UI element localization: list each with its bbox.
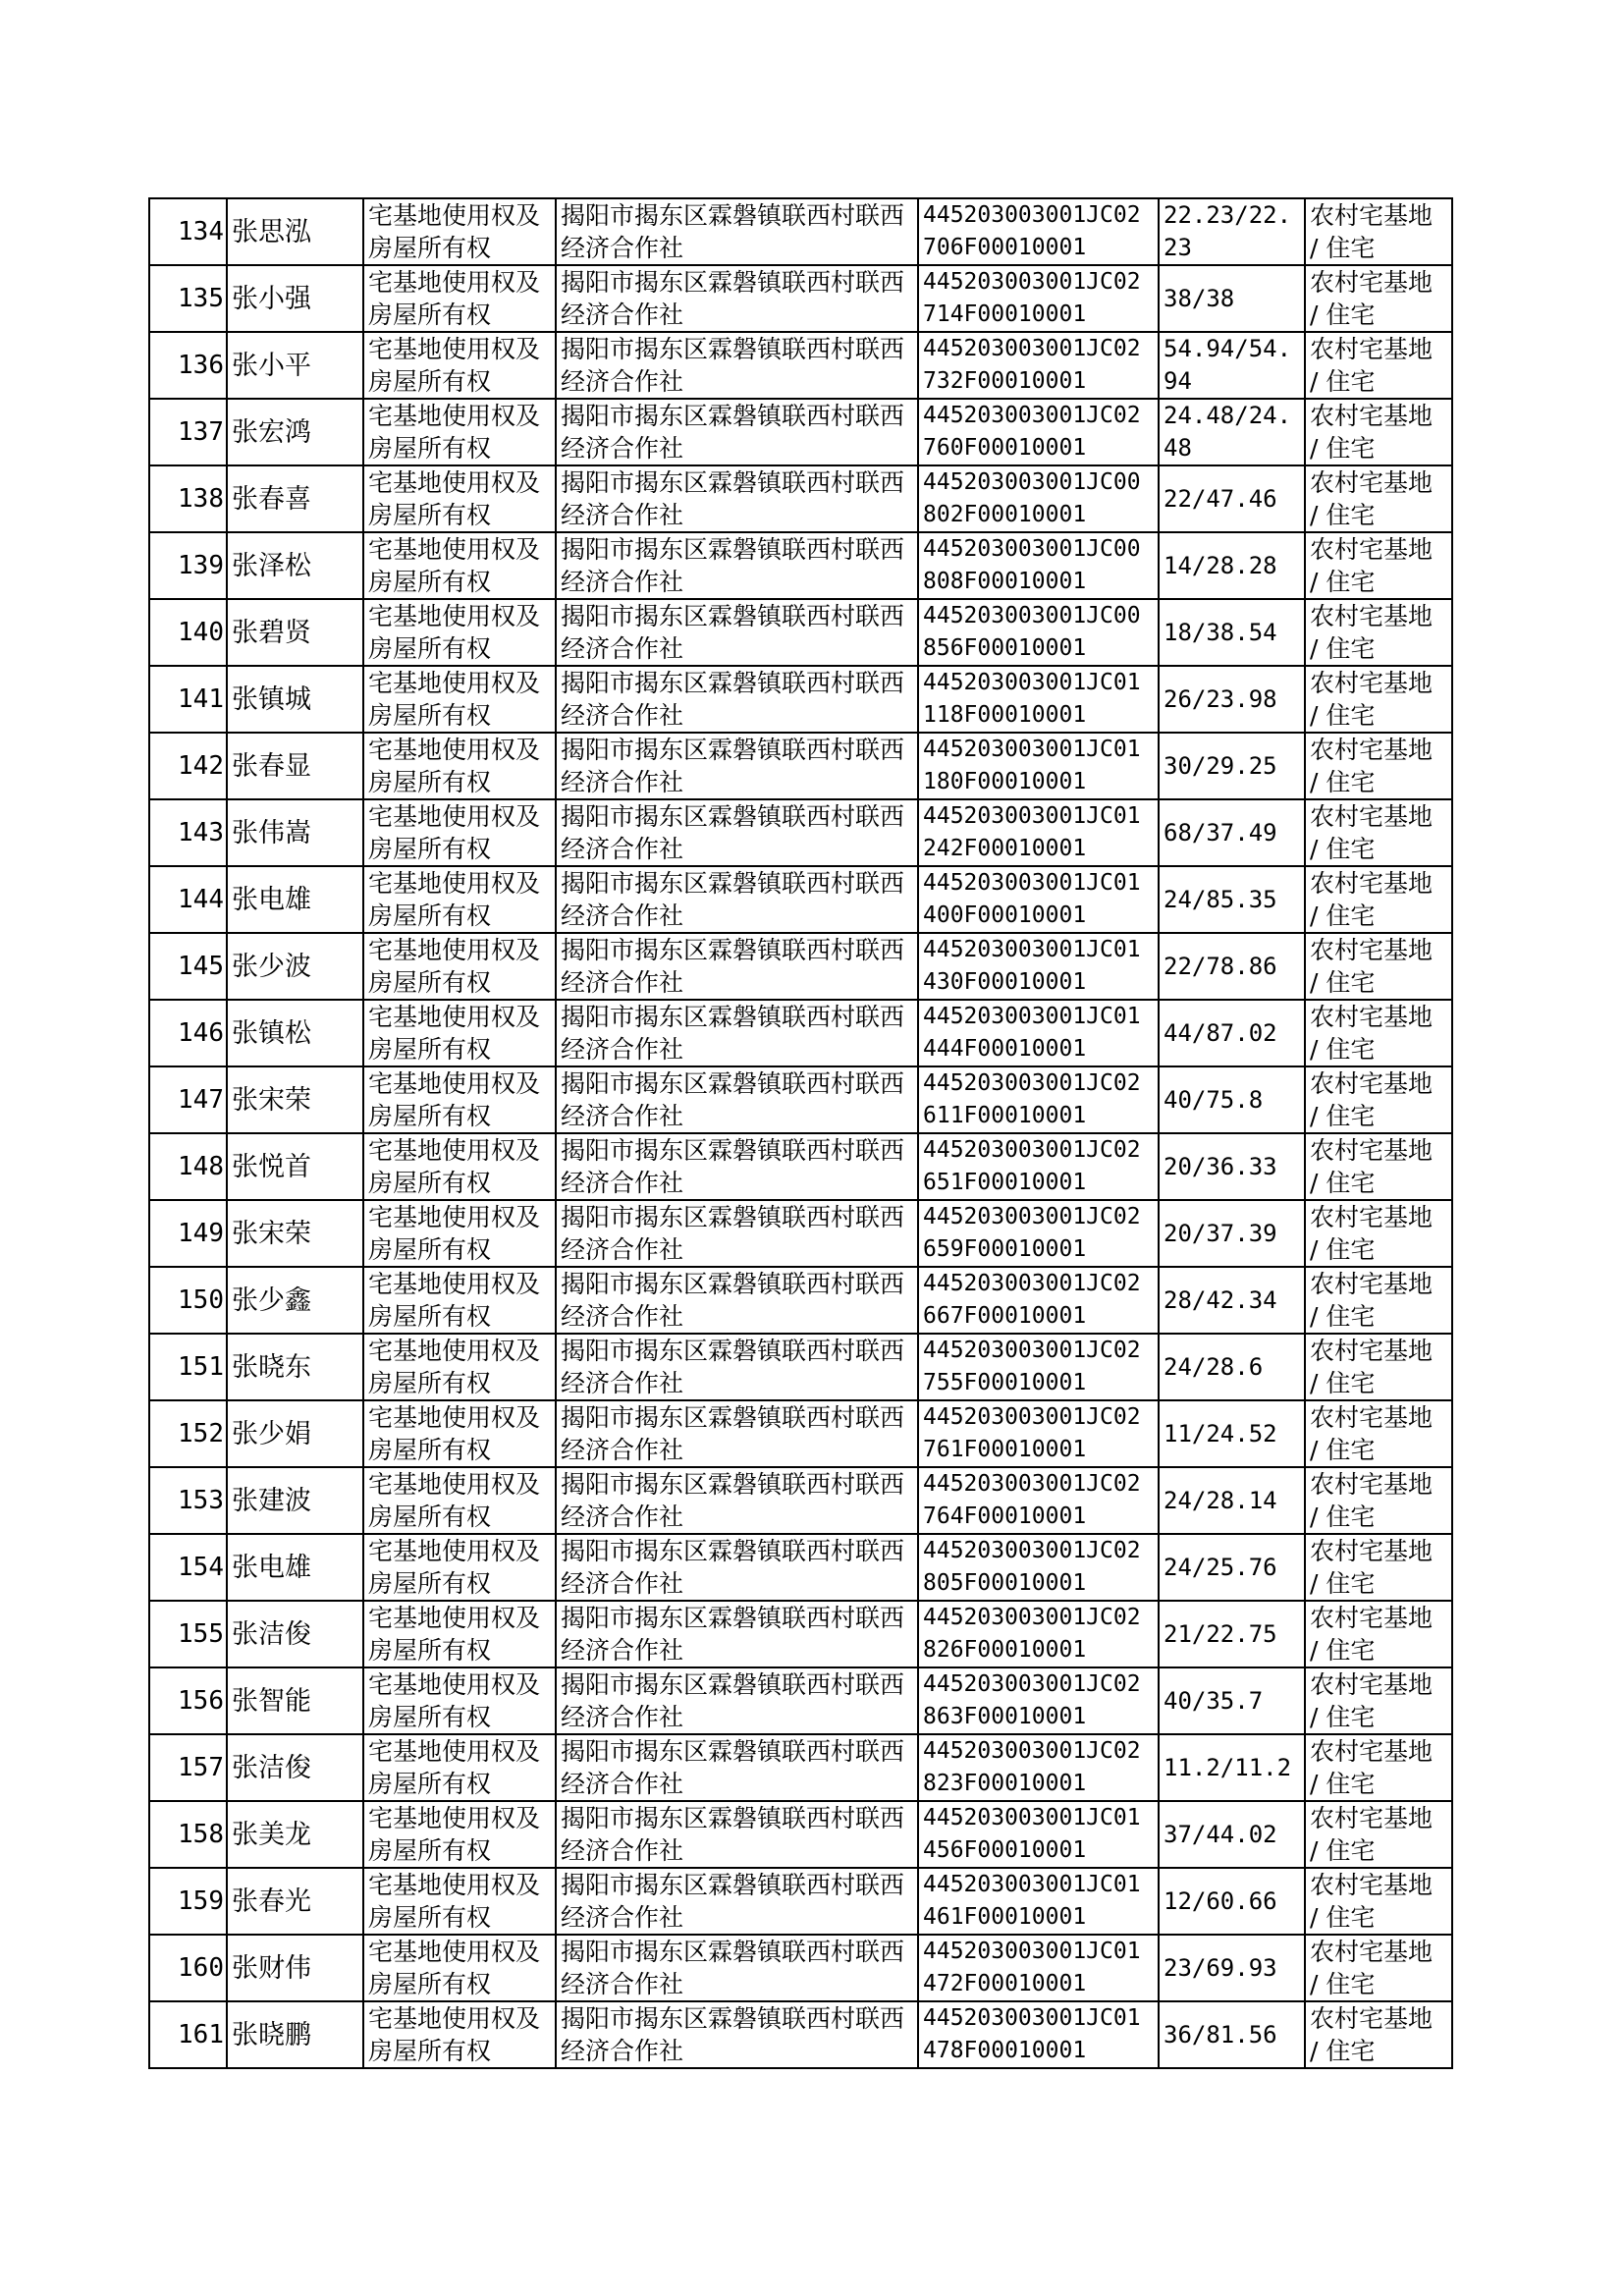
right-type-cell: 宅基地使用权及房屋所有权 xyxy=(363,1534,556,1601)
unit-code-cell: 445203003001JC01400F00010001 xyxy=(918,866,1159,933)
land-use-cell: 农村宅基地 / 住宅 xyxy=(1305,866,1452,933)
location-cell: 揭阳市揭东区霖磐镇联西村联西经济合作社 xyxy=(556,933,918,1000)
unit-code-cell: 445203003001JC02732F00010001 xyxy=(918,332,1159,399)
table-row xyxy=(149,799,1452,866)
table-row xyxy=(149,1200,1452,1267)
area-cell: 20/37.39 xyxy=(1159,1200,1305,1267)
area-cell: 11/24.52 xyxy=(1159,1400,1305,1467)
land-use-cell: 农村宅基地 / 住宅 xyxy=(1305,599,1452,666)
unit-code-cell: 445203003001JC02667F00010001 xyxy=(918,1267,1159,1334)
unit-code-cell: 445203003001JC02714F00010001 xyxy=(918,265,1159,332)
unit-code-cell: 445203003001JC02611F00010001 xyxy=(918,1066,1159,1133)
row-number-cell: 160 xyxy=(149,1935,227,2001)
area-cell: 24/85.35 xyxy=(1159,866,1305,933)
register-table xyxy=(148,197,1453,2069)
row-number-cell: 154 xyxy=(149,1534,227,1601)
area-cell: 24/28.6 xyxy=(1159,1334,1305,1400)
land-use-cell: 农村宅基地 / 住宅 xyxy=(1305,1534,1452,1601)
row-number-cell: 155 xyxy=(149,1601,227,1667)
table-row xyxy=(149,1133,1452,1200)
owner-name-cell: 张伟嵩 xyxy=(227,799,363,866)
location-cell: 揭阳市揭东区霖磐镇联西村联西经济合作社 xyxy=(556,265,918,332)
unit-code-cell: 445203003001JC01472F00010001 xyxy=(918,1935,1159,2001)
land-use-cell: 农村宅基地 / 住宅 xyxy=(1305,1133,1452,1200)
location-cell: 揭阳市揭东区霖磐镇联西村联西经济合作社 xyxy=(556,1066,918,1133)
row-number-cell: 145 xyxy=(149,933,227,1000)
land-use-cell: 农村宅基地 / 住宅 xyxy=(1305,1667,1452,1734)
table-row xyxy=(149,532,1452,599)
owner-name-cell: 张洁俊 xyxy=(227,1601,363,1667)
table-row xyxy=(149,1400,1452,1467)
location-cell: 揭阳市揭东区霖磐镇联西村联西经济合作社 xyxy=(556,1534,918,1601)
row-number-cell: 143 xyxy=(149,799,227,866)
location-cell: 揭阳市揭东区霖磐镇联西村联西经济合作社 xyxy=(556,532,918,599)
right-type-cell: 宅基地使用权及房屋所有权 xyxy=(363,666,556,733)
land-use-cell: 农村宅基地 / 住宅 xyxy=(1305,733,1452,799)
location-cell: 揭阳市揭东区霖磐镇联西村联西经济合作社 xyxy=(556,399,918,465)
location-cell: 揭阳市揭东区霖磐镇联西村联西经济合作社 xyxy=(556,666,918,733)
owner-name-cell: 张少波 xyxy=(227,933,363,1000)
row-number-cell: 140 xyxy=(149,599,227,666)
area-cell: 36/81.56 xyxy=(1159,2001,1305,2068)
right-type-cell: 宅基地使用权及房屋所有权 xyxy=(363,1000,556,1066)
unit-code-cell: 445203003001JC01478F00010001 xyxy=(918,2001,1159,2068)
table-row xyxy=(149,1000,1452,1066)
table-row xyxy=(149,866,1452,933)
land-use-cell: 农村宅基地 / 住宅 xyxy=(1305,1334,1452,1400)
owner-name-cell: 张美龙 xyxy=(227,1801,363,1868)
owner-name-cell: 张少鑫 xyxy=(227,1267,363,1334)
unit-code-cell: 445203003001JC02761F00010001 xyxy=(918,1400,1159,1467)
area-cell: 22.23/22.23 xyxy=(1159,198,1305,265)
right-type-cell: 宅基地使用权及房屋所有权 xyxy=(363,332,556,399)
owner-name-cell: 张泽松 xyxy=(227,532,363,599)
right-type-cell: 宅基地使用权及房屋所有权 xyxy=(363,733,556,799)
location-cell: 揭阳市揭东区霖磐镇联西村联西经济合作社 xyxy=(556,866,918,933)
row-number-cell: 148 xyxy=(149,1133,227,1200)
unit-code-cell: 445203003001JC01180F00010001 xyxy=(918,733,1159,799)
location-cell: 揭阳市揭东区霖磐镇联西村联西经济合作社 xyxy=(556,465,918,532)
location-cell: 揭阳市揭东区霖磐镇联西村联西经济合作社 xyxy=(556,1601,918,1667)
row-number-cell: 149 xyxy=(149,1200,227,1267)
right-type-cell: 宅基地使用权及房屋所有权 xyxy=(363,1200,556,1267)
owner-name-cell: 张晓鹏 xyxy=(227,2001,363,2068)
right-type-cell: 宅基地使用权及房屋所有权 xyxy=(363,799,556,866)
location-cell: 揭阳市揭东区霖磐镇联西村联西经济合作社 xyxy=(556,1734,918,1801)
land-use-cell: 农村宅基地 / 住宅 xyxy=(1305,1935,1452,2001)
unit-code-cell: 445203003001JC01444F00010001 xyxy=(918,1000,1159,1066)
row-number-cell: 137 xyxy=(149,399,227,465)
land-use-cell: 农村宅基地 / 住宅 xyxy=(1305,1868,1452,1935)
unit-code-cell: 445203003001JC00802F00010001 xyxy=(918,465,1159,532)
right-type-cell: 宅基地使用权及房屋所有权 xyxy=(363,198,556,265)
right-type-cell: 宅基地使用权及房屋所有权 xyxy=(363,599,556,666)
area-cell: 24.48/24.48 xyxy=(1159,399,1305,465)
land-use-cell: 农村宅基地 / 住宅 xyxy=(1305,265,1452,332)
table-row xyxy=(149,1801,1452,1868)
row-number-cell: 152 xyxy=(149,1400,227,1467)
row-number-cell: 151 xyxy=(149,1334,227,1400)
owner-name-cell: 张智能 xyxy=(227,1667,363,1734)
owner-name-cell: 张悦首 xyxy=(227,1133,363,1200)
row-number-cell: 135 xyxy=(149,265,227,332)
area-cell: 26/23.98 xyxy=(1159,666,1305,733)
owner-name-cell: 张电雄 xyxy=(227,866,363,933)
row-number-cell: 141 xyxy=(149,666,227,733)
row-number-cell: 142 xyxy=(149,733,227,799)
location-cell: 揭阳市揭东区霖磐镇联西村联西经济合作社 xyxy=(556,1200,918,1267)
unit-code-cell: 445203003001JC02706F00010001 xyxy=(918,198,1159,265)
land-use-cell: 农村宅基地 / 住宅 xyxy=(1305,1467,1452,1534)
row-number-cell: 136 xyxy=(149,332,227,399)
owner-name-cell: 张财伟 xyxy=(227,1935,363,2001)
table-row xyxy=(149,1667,1452,1734)
unit-code-cell: 445203003001JC02764F00010001 xyxy=(918,1467,1159,1534)
location-cell: 揭阳市揭东区霖磐镇联西村联西经济合作社 xyxy=(556,1868,918,1935)
right-type-cell: 宅基地使用权及房屋所有权 xyxy=(363,1133,556,1200)
location-cell: 揭阳市揭东区霖磐镇联西村联西经济合作社 xyxy=(556,1000,918,1066)
table-row xyxy=(149,1334,1452,1400)
row-number-cell: 150 xyxy=(149,1267,227,1334)
area-cell: 14/28.28 xyxy=(1159,532,1305,599)
land-use-cell: 农村宅基地 / 住宅 xyxy=(1305,933,1452,1000)
unit-code-cell: 445203003001JC01242F00010001 xyxy=(918,799,1159,866)
unit-code-cell: 445203003001JC02805F00010001 xyxy=(918,1534,1159,1601)
land-use-cell: 农村宅基地 / 住宅 xyxy=(1305,1267,1452,1334)
location-cell: 揭阳市揭东区霖磐镇联西村联西经济合作社 xyxy=(556,1801,918,1868)
row-number-cell: 134 xyxy=(149,198,227,265)
unit-code-cell: 445203003001JC00808F00010001 xyxy=(918,532,1159,599)
unit-code-cell: 445203003001JC02823F00010001 xyxy=(918,1734,1159,1801)
right-type-cell: 宅基地使用权及房屋所有权 xyxy=(363,399,556,465)
area-cell: 24/25.76 xyxy=(1159,1534,1305,1601)
area-cell: 54.94/54.94 xyxy=(1159,332,1305,399)
row-number-cell: 138 xyxy=(149,465,227,532)
land-use-cell: 农村宅基地 / 住宅 xyxy=(1305,1400,1452,1467)
land-use-cell: 农村宅基地 / 住宅 xyxy=(1305,332,1452,399)
right-type-cell: 宅基地使用权及房屋所有权 xyxy=(363,465,556,532)
row-number-cell: 153 xyxy=(149,1467,227,1534)
owner-name-cell: 张宋荣 xyxy=(227,1200,363,1267)
land-use-cell: 农村宅基地 / 住宅 xyxy=(1305,666,1452,733)
right-type-cell: 宅基地使用权及房屋所有权 xyxy=(363,866,556,933)
row-number-cell: 161 xyxy=(149,2001,227,2068)
owner-name-cell: 张小平 xyxy=(227,332,363,399)
row-number-cell: 139 xyxy=(149,532,227,599)
location-cell: 揭阳市揭东区霖磐镇联西村联西经济合作社 xyxy=(556,799,918,866)
right-type-cell: 宅基地使用权及房屋所有权 xyxy=(363,1267,556,1334)
land-use-cell: 农村宅基地 / 住宅 xyxy=(1305,1801,1452,1868)
owner-name-cell: 张春显 xyxy=(227,733,363,799)
table-row xyxy=(149,933,1452,1000)
table-row xyxy=(149,666,1452,733)
right-type-cell: 宅基地使用权及房屋所有权 xyxy=(363,265,556,332)
table-body xyxy=(149,198,1452,2068)
location-cell: 揭阳市揭东区霖磐镇联西村联西经济合作社 xyxy=(556,1935,918,2001)
unit-code-cell: 445203003001JC00856F00010001 xyxy=(918,599,1159,666)
area-cell: 28/42.34 xyxy=(1159,1267,1305,1334)
land-use-cell: 农村宅基地 / 住宅 xyxy=(1305,198,1452,265)
area-cell: 44/87.02 xyxy=(1159,1000,1305,1066)
location-cell: 揭阳市揭东区霖磐镇联西村联西经济合作社 xyxy=(556,198,918,265)
land-use-cell: 农村宅基地 / 住宅 xyxy=(1305,532,1452,599)
owner-name-cell: 张少娟 xyxy=(227,1400,363,1467)
owner-name-cell: 张小强 xyxy=(227,265,363,332)
right-type-cell: 宅基地使用权及房屋所有权 xyxy=(363,1868,556,1935)
area-cell: 22/78.86 xyxy=(1159,933,1305,1000)
owner-name-cell: 张碧贤 xyxy=(227,599,363,666)
land-use-cell: 农村宅基地 / 住宅 xyxy=(1305,2001,1452,2068)
area-cell: 24/28.14 xyxy=(1159,1467,1305,1534)
table-row xyxy=(149,1734,1452,1801)
land-use-cell: 农村宅基地 / 住宅 xyxy=(1305,1200,1452,1267)
right-type-cell: 宅基地使用权及房屋所有权 xyxy=(363,1667,556,1734)
owner-name-cell: 张镇松 xyxy=(227,1000,363,1066)
owner-name-cell: 张镇城 xyxy=(227,666,363,733)
unit-code-cell: 445203003001JC02755F00010001 xyxy=(918,1334,1159,1400)
owner-name-cell: 张春光 xyxy=(227,1868,363,1935)
owner-name-cell: 张建波 xyxy=(227,1467,363,1534)
area-cell: 68/37.49 xyxy=(1159,799,1305,866)
land-use-cell: 农村宅基地 / 住宅 xyxy=(1305,1066,1452,1133)
table-row xyxy=(149,465,1452,532)
location-cell: 揭阳市揭东区霖磐镇联西村联西经济合作社 xyxy=(556,1400,918,1467)
land-use-cell: 农村宅基地 / 住宅 xyxy=(1305,465,1452,532)
table-row xyxy=(149,399,1452,465)
unit-code-cell: 445203003001JC02863F00010001 xyxy=(918,1667,1159,1734)
location-cell: 揭阳市揭东区霖磐镇联西村联西经济合作社 xyxy=(556,1467,918,1534)
row-number-cell: 158 xyxy=(149,1801,227,1868)
owner-name-cell: 张洁俊 xyxy=(227,1734,363,1801)
area-cell: 38/38 xyxy=(1159,265,1305,332)
area-cell: 18/38.54 xyxy=(1159,599,1305,666)
table-row xyxy=(149,1601,1452,1667)
row-number-cell: 156 xyxy=(149,1667,227,1734)
right-type-cell: 宅基地使用权及房屋所有权 xyxy=(363,532,556,599)
owner-name-cell: 张春喜 xyxy=(227,465,363,532)
table-row xyxy=(149,1935,1452,2001)
area-cell: 22/47.46 xyxy=(1159,465,1305,532)
right-type-cell: 宅基地使用权及房屋所有权 xyxy=(363,1601,556,1667)
table-row xyxy=(149,198,1452,265)
land-use-cell: 农村宅基地 / 住宅 xyxy=(1305,1000,1452,1066)
area-cell: 21/22.75 xyxy=(1159,1601,1305,1667)
table-row xyxy=(149,2001,1452,2068)
location-cell: 揭阳市揭东区霖磐镇联西村联西经济合作社 xyxy=(556,332,918,399)
location-cell: 揭阳市揭东区霖磐镇联西村联西经济合作社 xyxy=(556,599,918,666)
unit-code-cell: 445203003001JC01461F00010001 xyxy=(918,1868,1159,1935)
area-cell: 12/60.66 xyxy=(1159,1868,1305,1935)
table-row xyxy=(149,1467,1452,1534)
right-type-cell: 宅基地使用权及房屋所有权 xyxy=(363,1334,556,1400)
location-cell: 揭阳市揭东区霖磐镇联西村联西经济合作社 xyxy=(556,733,918,799)
right-type-cell: 宅基地使用权及房屋所有权 xyxy=(363,2001,556,2068)
area-cell: 30/29.25 xyxy=(1159,733,1305,799)
unit-code-cell: 445203003001JC02760F00010001 xyxy=(918,399,1159,465)
row-number-cell: 157 xyxy=(149,1734,227,1801)
unit-code-cell: 445203003001JC02659F00010001 xyxy=(918,1200,1159,1267)
land-use-cell: 农村宅基地 / 住宅 xyxy=(1305,1601,1452,1667)
location-cell: 揭阳市揭东区霖磐镇联西村联西经济合作社 xyxy=(556,1267,918,1334)
area-cell: 37/44.02 xyxy=(1159,1801,1305,1868)
table-row xyxy=(149,733,1452,799)
right-type-cell: 宅基地使用权及房屋所有权 xyxy=(363,1734,556,1801)
owner-name-cell: 张宏鸿 xyxy=(227,399,363,465)
row-number-cell: 147 xyxy=(149,1066,227,1133)
table-row xyxy=(149,1066,1452,1133)
area-cell: 40/75.8 xyxy=(1159,1066,1305,1133)
owner-name-cell: 张电雄 xyxy=(227,1534,363,1601)
owner-name-cell: 张晓东 xyxy=(227,1334,363,1400)
unit-code-cell: 445203003001JC02651F00010001 xyxy=(918,1133,1159,1200)
unit-code-cell: 445203003001JC01430F00010001 xyxy=(918,933,1159,1000)
right-type-cell: 宅基地使用权及房屋所有权 xyxy=(363,1801,556,1868)
unit-code-cell: 445203003001JC01456F00010001 xyxy=(918,1801,1159,1868)
location-cell: 揭阳市揭东区霖磐镇联西村联西经济合作社 xyxy=(556,1334,918,1400)
land-use-cell: 农村宅基地 / 住宅 xyxy=(1305,799,1452,866)
right-type-cell: 宅基地使用权及房屋所有权 xyxy=(363,1467,556,1534)
area-cell: 23/69.93 xyxy=(1159,1935,1305,2001)
area-cell: 20/36.33 xyxy=(1159,1133,1305,1200)
location-cell: 揭阳市揭东区霖磐镇联西村联西经济合作社 xyxy=(556,2001,918,2068)
right-type-cell: 宅基地使用权及房屋所有权 xyxy=(363,1400,556,1467)
table-row xyxy=(149,332,1452,399)
row-number-cell: 159 xyxy=(149,1868,227,1935)
area-cell: 11.2/11.2 xyxy=(1159,1734,1305,1801)
right-type-cell: 宅基地使用权及房屋所有权 xyxy=(363,933,556,1000)
unit-code-cell: 445203003001JC02826F00010001 xyxy=(918,1601,1159,1667)
table-row xyxy=(149,599,1452,666)
location-cell: 揭阳市揭东区霖磐镇联西村联西经济合作社 xyxy=(556,1133,918,1200)
area-cell: 40/35.7 xyxy=(1159,1667,1305,1734)
table-row xyxy=(149,1267,1452,1334)
table-row xyxy=(149,1534,1452,1601)
table-row xyxy=(149,1868,1452,1935)
owner-name-cell: 张宋荣 xyxy=(227,1066,363,1133)
location-cell: 揭阳市揭东区霖磐镇联西村联西经济合作社 xyxy=(556,1667,918,1734)
row-number-cell: 146 xyxy=(149,1000,227,1066)
land-use-cell: 农村宅基地 / 住宅 xyxy=(1305,399,1452,465)
right-type-cell: 宅基地使用权及房屋所有权 xyxy=(363,1935,556,2001)
unit-code-cell: 445203003001JC01118F00010001 xyxy=(918,666,1159,733)
table-row xyxy=(149,265,1452,332)
row-number-cell: 144 xyxy=(149,866,227,933)
right-type-cell: 宅基地使用权及房屋所有权 xyxy=(363,1066,556,1133)
land-use-cell: 农村宅基地 / 住宅 xyxy=(1305,1734,1452,1801)
owner-name-cell: 张思泓 xyxy=(227,198,363,265)
